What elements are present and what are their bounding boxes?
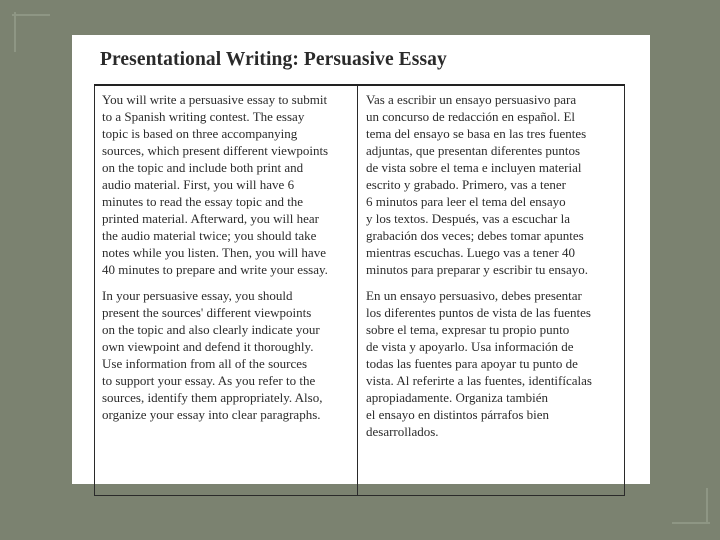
document-image: [72, 35, 650, 484]
decorative-line-bottom-right-horizontal: [672, 522, 710, 524]
english-paragraph-2: In your persuasive essay, you should present the sources' different viewpoints on the topic and also clearly indicate your own viewpoint and defend it thoroughly. Use information from all of the sources to support your essay. As you refer to the sources, identify them appropriately. Also, organize your essay into clear paragraphs.: [102, 288, 323, 422]
spanish-paragraph-2: En un ensayo persuasivo, debes presentar los diferentes puntos de vista de las fuentes sobre el tema, expresar tu propio punto de vista y apoyarlo. Usa información de todas las fuentes para apoyar tu punto de vista. Al referirte a las fuentes, identifícalas apropiadamente. Organiza también el ensayo en distintos párrafos bien desarrollados.: [366, 288, 592, 439]
english-instructions-column: [95, 86, 358, 495]
document-title: Presentational Writing: Persuasive Essay: [100, 49, 447, 70]
spanish-instructions-column: [358, 86, 624, 495]
essay-instructions-table: [94, 86, 625, 496]
spanish-paragraph-1: Vas a escribir un ensayo persuasivo para un concurso de redacción en español. El tema del ensayo se basa en las tres fuentes adjuntas, que presentan diferentes puntos de vista sobre el tema e incluyen material escrito y grabado. Primero, vas a tener 6 minutos para leer el tema del ensayo y los textos. Después, vas a escuchar la grabación dos veces; debes tomar apuntes mientras escuchas. Luego vas a tener 40 minutos para preparar y escribir tu ensayo.: [366, 92, 589, 277]
english-paragraph-1: You will write a persuasive essay to submit to a Spanish writing contest. The essay topic is based on three accompanying sources, which present different viewpoints on the topic and include both print and audio material. First, you will have 6 minutes to read the essay topic and the printed material. Afterward, you will hear the audio material twice; you should take notes while you listen. Then, you will have 40 minutes to prepare and write your essay.: [102, 92, 329, 277]
decorative-line-top-left-vertical: [14, 12, 16, 52]
decorative-line-bottom-right-vertical: [706, 488, 708, 524]
decorative-line-top-left-horizontal: [12, 14, 50, 16]
